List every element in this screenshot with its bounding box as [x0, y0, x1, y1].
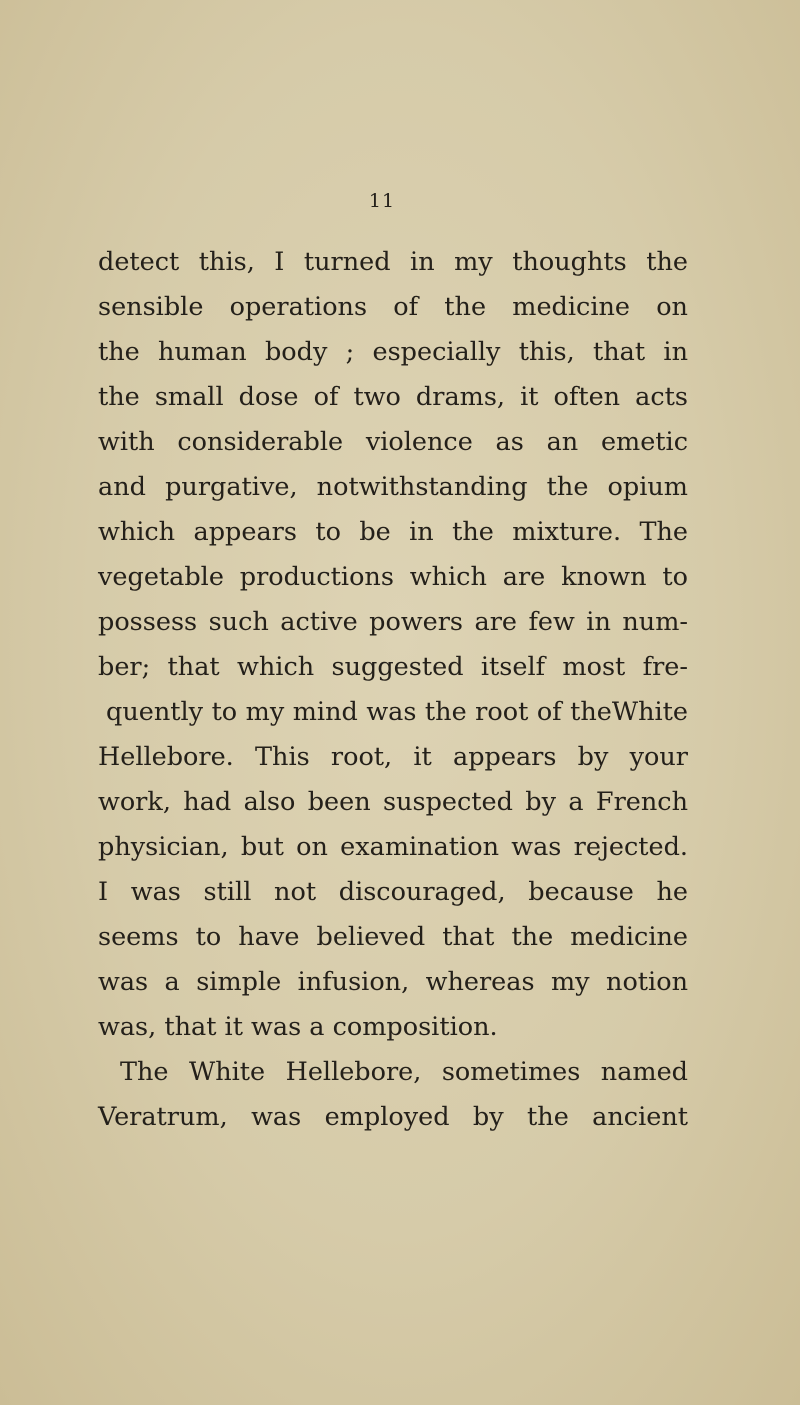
- text-line: was a simple infusion, whereas my notion: [98, 967, 688, 997]
- text-line: the human body ; especially this, that in: [98, 337, 688, 367]
- text-line: was, that it was a composition.: [98, 1012, 498, 1042]
- text-line: sensible operations of the medicine on: [98, 292, 688, 322]
- text-line: I was still not discouraged, because he: [98, 877, 688, 907]
- text-line: Hellebore. This root, it appears by your: [98, 742, 688, 772]
- text-line: with considerable violence as an emetic: [98, 427, 688, 457]
- text-line: physician, but on examination was rejected.: [98, 832, 688, 862]
- text-line: possess such active powers are few in num-: [98, 607, 688, 637]
- text-line: which appears to be in the mixture. The: [98, 517, 688, 547]
- text-line: work, had also been suspected by a French: [98, 787, 688, 817]
- page-number: 11: [368, 190, 396, 212]
- text-line: detect this, I turned in my thoughts the: [98, 247, 688, 277]
- text-line: quently to my mind was the root of theWhite: [106, 697, 688, 727]
- text-line: and purgative, notwithstanding the opium: [98, 472, 688, 502]
- text-line: ber; that which suggested itself most fre-: [98, 652, 688, 682]
- text-line: the small dose of two drams, it often acts: [98, 382, 688, 412]
- text-line: Veratrum, was employed by the ancient: [98, 1102, 688, 1132]
- text-line: vegetable productions which are known to: [98, 562, 688, 592]
- text-line: The White Hellebore, sometimes named: [120, 1057, 688, 1087]
- body-text: [98, 240, 688, 1140]
- text-line: seems to have believed that the medicine: [98, 922, 688, 952]
